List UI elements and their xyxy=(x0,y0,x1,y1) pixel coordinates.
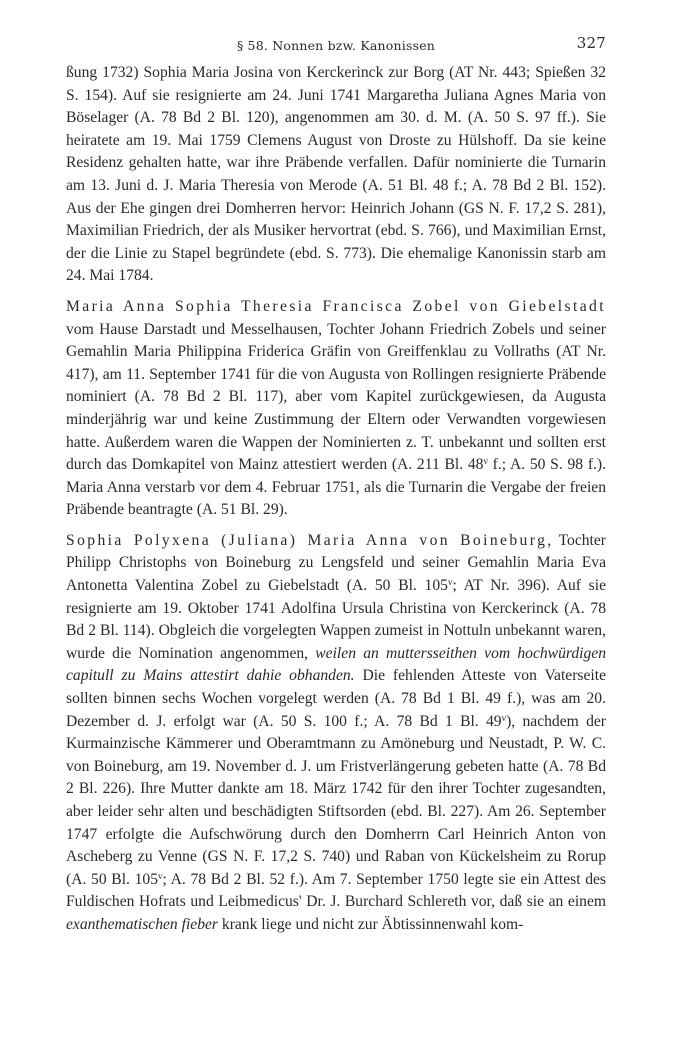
superscript: v xyxy=(158,870,163,881)
quotation: exanthematischen fieber xyxy=(66,915,218,933)
page-number: 327 xyxy=(576,34,606,52)
text-run: ; AT Nr. 396). Auf sie resignierte am 19. Oktober 1741 Adolfina Ursula Christina von Kerckerinck (A. 78 Bd 2 Bl. 114). Obgleich die vorgelegten Wappen zumeist in Nottuln unbekannt waren, wurde die Nomination angenommen, xyxy=(66,577,606,662)
superscript: v xyxy=(501,712,507,723)
body-text xyxy=(66,62,606,945)
text-run: ), nachdem der Kurmainzische Kämmerer und Oberamtmann zu Amöneburg und Neustadt, P. W. C. von Boineburg, am 19. November d. J. um Fristverlängerung gebeten hatte (A. 78 Bd 2 Bl. 226). Ihre Mutter dankte am 18. März 1742 für den ihrer Tochter zugesandten, aber leider sehr alten und beschädigten Stiftsorden (ebd. Bl. 227). Am 26. September 1747 erfolgte die Aufschwörung durch den Domherrn Carl Heinrich Anton von Ascheberg zu Venne (GS N. F. 17,2 S. 740) und Raban von Kückelsheim zu Rorup (A. 50 Bl. 105 xyxy=(66,712,606,888)
superscript: v xyxy=(447,577,453,588)
section-title: § 58. Nonnen bzw. Kanonissen xyxy=(236,38,436,53)
text-run: vom Hause Darstadt und Messelhausen, Tochter Johann Friedrich Zobels und seiner Gemahlin Maria Philippina Friderica Gräfin von Greiffenklau zu Vollraths (AT Nr. 417), am 11. September 1741 für die von Augusta von Rollingen resignierte Präbende nominiert (A. 78 Bd 2 Bl. 117), aber vom Kapitel zurückgewiesen, da Augusta minderjährig war und keine Zustimmung der Eltern oder Verwandten vorgewiesen hatte. Außerdem waren die Wappen der Nominierten z. T. unbekannt und sollten erst durch das Domkapitel von Mainz attestiert werden (A. 211 Bl. 48 xyxy=(66,320,606,474)
person-name: Sophia Polyxena (Juliana) Maria Anna von Boineburg xyxy=(66,531,548,549)
quotation: weilen an muttersseithen vom hochwürdigen capitull zu Mains attestirt dahie obhanden. xyxy=(66,644,607,685)
paragraph-1 xyxy=(66,62,606,288)
text-run: Die fehlenden Atteste von Vaterseite sollten binnen sechs Wochen vorgelegt werden (A. 78 Bd 1 Bl. 49 f.), was am 20. Dezember d. J. erfolgt war (A. 50 S. 100 f.; A. 78 Bd 1 Bl. 49 xyxy=(66,667,606,730)
superscript: v xyxy=(483,456,488,467)
text-run: ßung 1732) Sophia Maria Josina von Kerckerinck zur Borg (AT Nr. 443; Spießen 32 S. 154). Auf sie resignierte am 24. Juni 1741 Margaretha Juliana Agnes Maria von Böselager (A. 78 Bd 2 Bl. 120), angenommen am 30. d. M. (A. 50 S. 97 ff.). Sie heiratete am 19. Mai 1759 Clemens August von Droste zu Hülshoff. Da sie keine Residenz gehalten hatte, war ihre Präbende verfallen. Dafür nominierte die Turnarin am 13. Juni d. J. Maria Theresia von Merode (A. 51 Bl. 48 f.; A. 78 Bd 2 Bl. 152). Aus der Ehe gingen drei Domherren hervor: Heinrich Johann (GS N. F. 17,2 S. 281), Maximilian Friedrich, der als Musiker hervortrat (ebd. S. 766), und Maximilian Ernst, der die Linie zu Stapel begründete (ebd. S. 773). Die ehemalige Kanonissin starb am 24. Mai 1784. xyxy=(66,64,606,285)
paragraph-3 xyxy=(66,530,606,937)
person-name: Maria Anna Sophia Theresia Francisca Zobel von Giebelstadt xyxy=(66,297,606,315)
text-run: krank liege und nicht zur Äbtissinnenwahl kom- xyxy=(218,915,524,933)
text-run: ; A. 78 Bd 2 Bl. 52 f.). Am 7. September 1750 legte sie ein Attest des Fuldischen Hofrats und Leibmedicus' Dr. J. Burchard Schlereth vor, daß sie an einem xyxy=(66,870,606,911)
text-run: , Tochter Philipp Christophs von Boineburg zu Lengsfeld und seiner Gemahlin Maria Eva Antonetta Valentina Zobel zu Giebelstadt (A. 50 Bl. 105 xyxy=(66,531,606,595)
text-run: f.; A. 50 S. 98 f.). Maria Anna verstarb vor dem 4. Februar 1751, als die Turnarin die Vergabe der freien Präbende beantragte (A. 51 Bl. 29). xyxy=(66,456,606,519)
paragraph-2 xyxy=(66,296,606,522)
running-header xyxy=(66,34,606,56)
